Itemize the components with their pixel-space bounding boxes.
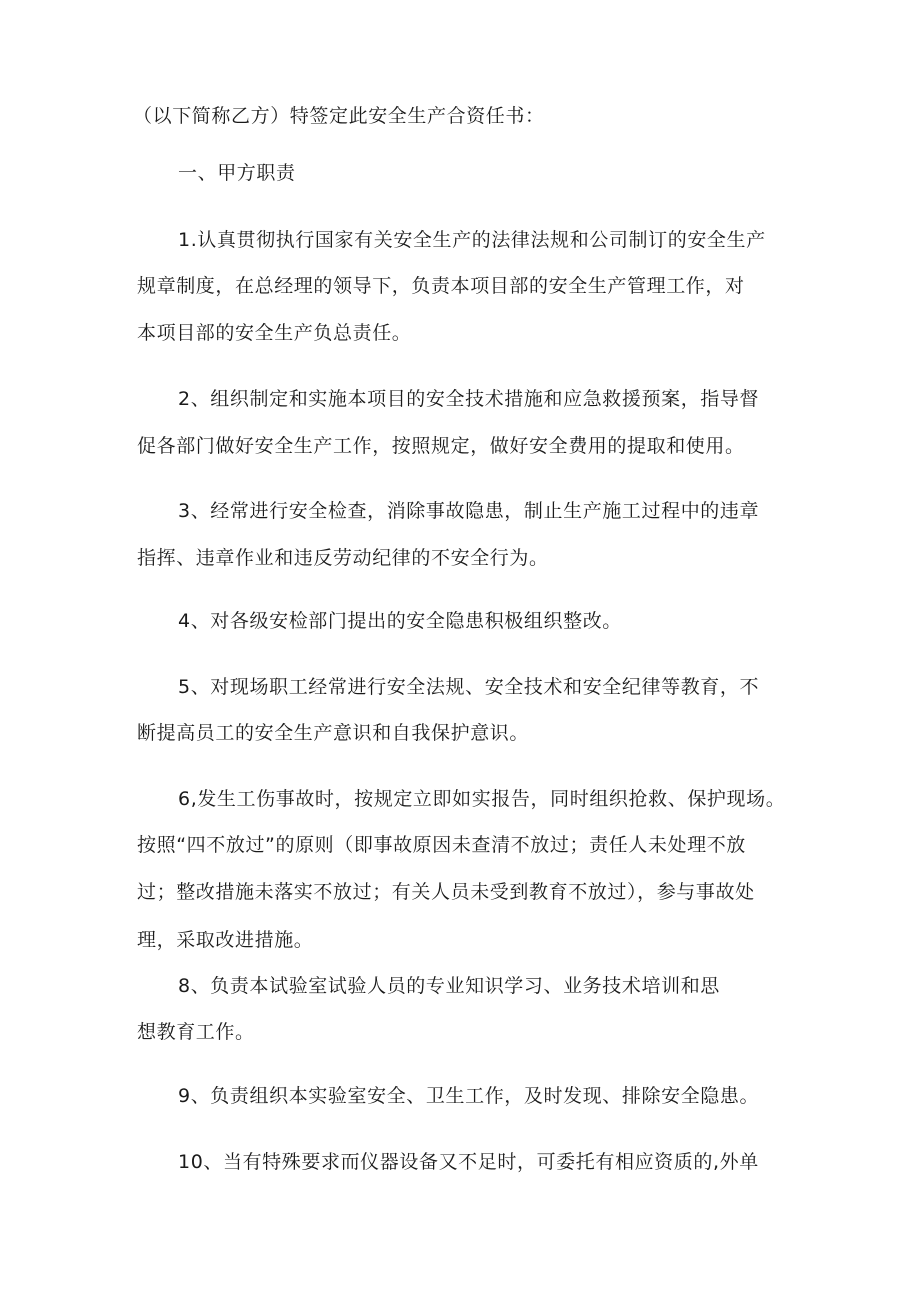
item-2-line-1: 2、组织制定和实施本项目的安全技术措施和应急救援预案，指导督 [178, 388, 760, 410]
item-6-line-2: 按照“四不放过”的原则（即事故原因未查清不放过；责任人未处理不放 [137, 834, 746, 856]
section-heading: 一、甲方职责 [178, 162, 296, 184]
item-2-line-2: 促各部门做好安全生产工作，按照规定，做好安全费用的提取和使用。 [137, 435, 745, 457]
item-10-line-1: 10、当有特殊要求而仪器设备又不足时，可委托有相应资质的,外单 [178, 1151, 759, 1173]
item-8-line-2: 想教育工作。 [137, 1021, 255, 1043]
intro-line: （以下简称乙方）特签定此安全生产合资任书： [133, 105, 545, 127]
item-6-line-4: 理，采取改进措施。 [137, 929, 314, 951]
item-3-line-2: 指挥、违章作业和违反劳动纪律的不安全行为。 [137, 547, 549, 569]
item-3-line-1: 3、经常进行安全检查，消除事故隐患，制止生产施工过程中的违章 [178, 500, 760, 522]
item-8-line-1: 8、负责本试验室试验人员的专业知识学习、业务技术培训和思 [178, 975, 720, 997]
item-1-line-3: 本项目部的安全生产负总责任。 [137, 322, 412, 344]
item-9-line-1: 9、负责组织本实验室安全、卫生工作，及时发现、排除安全隐患。 [178, 1085, 760, 1107]
item-1-line-1: 1.认真贯彻执行国家有关安全生产的法律法规和公司制订的安全生产 [178, 229, 766, 251]
item-6-line-3: 过；整改措施未落实不放过；有关人员未受到教育不放过），参与事故处 [137, 881, 755, 903]
item-5-line-1: 5、对现场职工经常进行安全法规、安全技术和安全纪律等教育，不 [178, 676, 760, 698]
item-6-line-1: 6,发生工伤事故时，按规定立即如实报告，同时组织抢救、保护现场。 [178, 788, 786, 810]
item-1-line-2: 规章制度，在总经理的领导下，负责本项目部的安全生产管理工作，对 [137, 275, 745, 297]
item-5-line-2: 断提高员工的安全生产意识和自我保护意识。 [137, 722, 530, 744]
item-4-line-1: 4、对各级安检部门提出的安全隐患积极组织整改。 [178, 610, 622, 632]
